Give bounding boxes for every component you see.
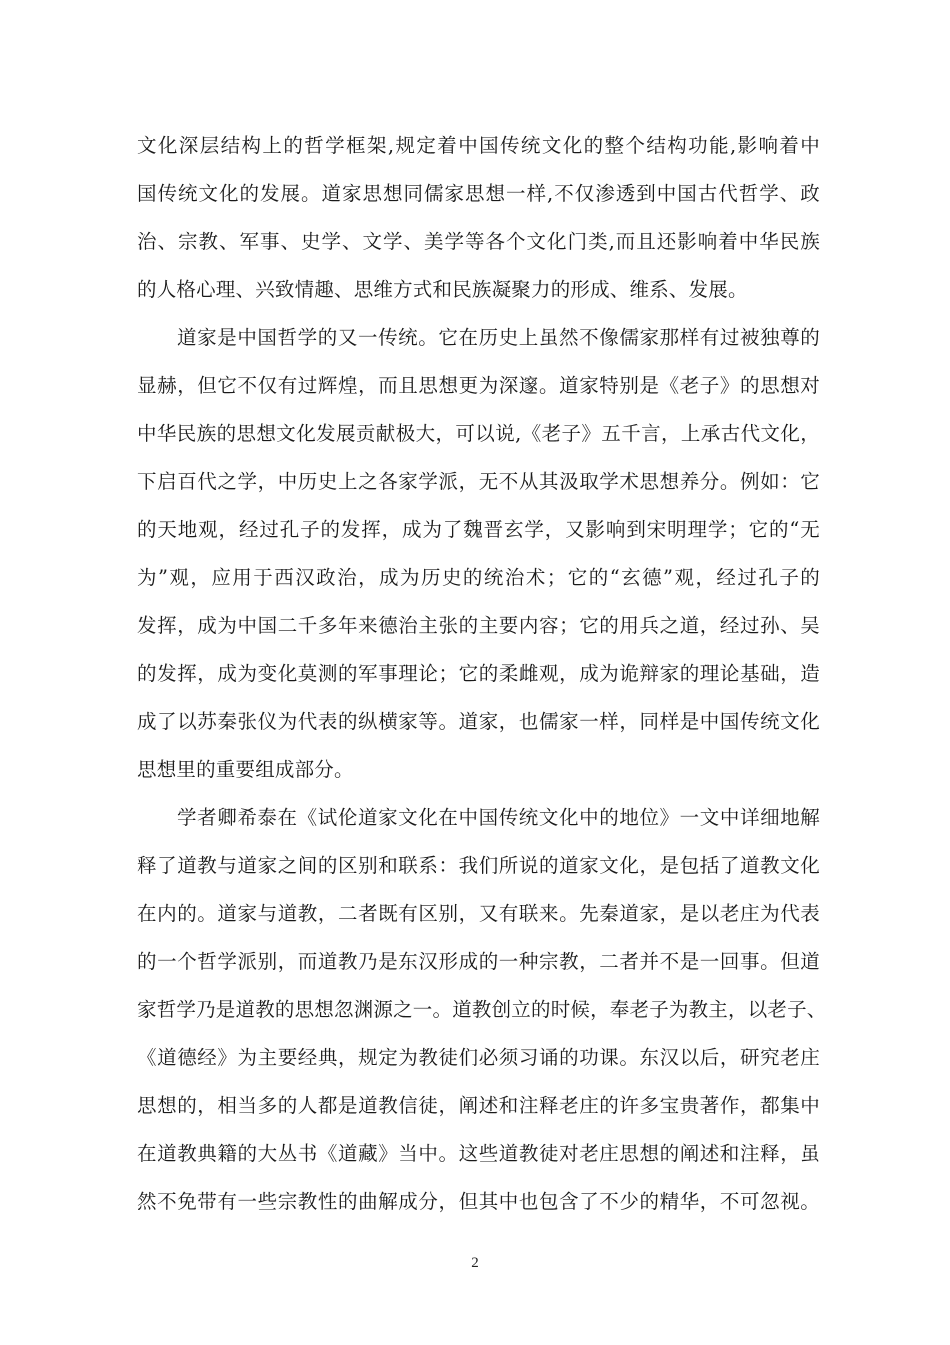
- text-line: 的一个哲学派别，而道教乃是东汉形成的一种宗教，二者并不是一回事。但道: [137, 950, 820, 973]
- text-line: 思想的，相当多的人都是道教信徒，阐述和注释老庄的许多宝贵著作，都集中: [137, 1094, 820, 1117]
- text-line: 《道德经》为主要经典，规定为教徒们必须习诵的功课。东汉以后，研究老庄: [137, 1046, 820, 1069]
- text-line: 然不免带有一些宗教性的曲解成分，但其中也包含了不少的精华，不可忽视。: [137, 1190, 820, 1213]
- text-line: 下启百代之学，中历史上之各家学派，无不从其汲取学术思想养分。例如：它: [137, 470, 820, 493]
- text-line: 显赫，但它不仅有过辉煌，而且思想更为深邃。道家特别是《老子》的思想对: [137, 374, 820, 397]
- text-line: 的天地观，经过孔子的发挥，成为了魏晋玄学，又影响到宋明理学；它的“无: [137, 518, 820, 541]
- text-line: 的发挥，成为变化莫测的军事理论；它的柔雌观，成为诡辩家的理论基础，造: [137, 662, 820, 685]
- text-line: 释了道教与道家之间的区别和联系：我们所说的道家文化，是包括了道教文化: [137, 854, 820, 877]
- text-line: 成了以苏秦张仪为代表的纵横家等。道家，也儒家一样，同样是中国传统文化: [137, 710, 820, 733]
- text-line: 思想里的重要组成部分。: [137, 758, 354, 781]
- text-line: 在道教典籍的大丛书《道藏》当中。这些道教徒对老庄思想的阐述和注释，虽: [137, 1142, 820, 1165]
- text-line: 家哲学乃是道教的思想忽渊源之一。道教创立的时候，奉老子为教主，以老子、: [137, 998, 827, 1021]
- text-line: 文化深层结构上的哲学框架,规定着中国传统文化的整个结构功能,影响着中: [137, 134, 820, 157]
- paragraph-first-line: 道家是中国哲学的又一传统。它在历史上虽然不像儒家那样有过被独尊的: [177, 326, 820, 349]
- text-line: 发挥，成为中国二千多年来德治主张的主要内容；它的用兵之道，经过孙、吴: [137, 614, 820, 637]
- text-line: 国传统文化的发展。道家思想同儒家思想一样,不仅渗透到中国古代哲学、政: [137, 182, 820, 205]
- paragraph-first-line: 学者卿希泰在《试伦道家文化在中国传统文化中的地位》一文中详细地解: [177, 806, 820, 829]
- text-line: 在内的。道家与道教，二者既有区别，又有联来。先秦道家，是以老庄为代表: [137, 902, 820, 925]
- text-line: 的人格心理、兴致情趣、思维方式和民族凝聚力的形成、维系、发展。: [137, 278, 748, 301]
- text-line: 为”观，应用于西汉政治，成为历史的统治术；它的“玄德”观，经过孔子的: [137, 566, 820, 589]
- body-text: [137, 122, 827, 1226]
- text-line: 中华民族的思想文化发展贡献极大，可以说,《老子》五千言，上承古代文化，: [137, 422, 820, 445]
- text-line: 治、宗教、军事、史学、文学、美学等各个文化门类,而且还影响着中华民族: [137, 230, 820, 253]
- page-number: 2: [471, 1255, 479, 1271]
